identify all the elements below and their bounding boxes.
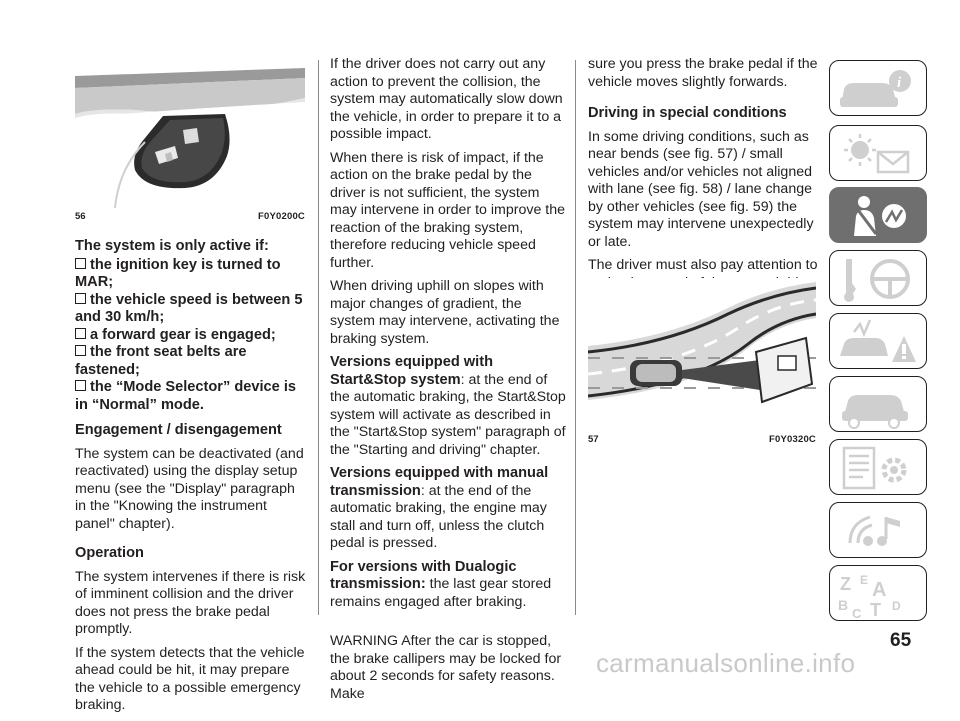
watermark: carmanualsonline.info [596, 648, 856, 678]
warning-text: WARNING After the car is stopped, the brake callipers may be locked for about 2 seconds for safety reasons. Make [330, 633, 562, 702]
figure-code: F0Y0320C [768, 434, 816, 445]
figure-56 [75, 58, 305, 222]
paragraph: The driver must also pay attention to [588, 257, 818, 273]
operation-text: The system intervenes if there is risk of imminent collision and the driver does not press the brake pedal promptly. [75, 568, 306, 637]
checkbox-icon [75, 328, 86, 339]
column-divider [318, 60, 319, 615]
curve-road-illustration [588, 278, 816, 430]
svg-text:A: A [872, 579, 887, 601]
engagement-heading: Engagement / disengagement [75, 422, 282, 438]
checkbox-icon [75, 345, 86, 356]
emergency-icon[interactable] [829, 313, 927, 369]
paragraph: If the driver does not carry out any action to prevent the collision, the system may automatically slow down the vehicle, in order to prepare it to a possible impact. [330, 56, 563, 142]
column-2 [330, 56, 566, 709]
dualogic-note: For versions with Dualogic transmission: the last gear stored remains engaged after braking. [330, 558, 552, 610]
dualogic-heading: For versions with Dualogic transmission: [330, 558, 517, 592]
paragraph: When driving uphill on slopes with major changes of gradient, the system may intervene, activating the braking system. [330, 278, 560, 347]
svg-text:B: B [838, 597, 849, 613]
column-divider [575, 60, 576, 615]
svg-text:T: T [870, 600, 881, 620]
svg-text:Z: Z [840, 574, 851, 594]
paragraph: sure you press the brake pedal if the vehicle moves slightly forwards. [588, 56, 818, 90]
figure-57 [588, 278, 816, 445]
condition-item: the ignition key is turned to MAR; [75, 256, 281, 290]
car-info-icon[interactable] [829, 60, 927, 116]
condition-item: the front seat belts are fastened; [75, 344, 247, 378]
condition-item: the vehicle speed is between 5 and 30 km/h; [75, 291, 303, 325]
svg-text:D: D [892, 599, 901, 613]
special-conditions-text: In some driving conditions, such as near bends (see fig. 57) / small vehicles and/or vehicles not aligned with lane (see fig. 58) / lane change by other vehicles (see fig. 59) the system may intervene unexpectedly or late. [588, 128, 814, 250]
manual-note: Versions equipped with manual transmission: at the end of the automatic braking, the engine may stall and turn off, unless the clutch pedal is pressed. [330, 465, 549, 551]
conditions-heading: The system is only active if: [75, 238, 269, 254]
page-number: 65 [890, 630, 912, 651]
svg-text:i: i [897, 75, 902, 91]
checkbox-icon [75, 293, 86, 304]
checkbox-icon [75, 380, 86, 391]
key-steering-icon[interactable] [829, 250, 927, 306]
startstop-heading: Versions equipped with Start&Stop system [330, 354, 493, 388]
figure-number: 57 [588, 434, 599, 445]
special-conditions-heading: Driving in special conditions [588, 105, 787, 121]
condition-item: a forward gear is engaged; [75, 327, 307, 345]
svg-text:E: E [860, 573, 869, 587]
warning-lights-icon[interactable] [829, 125, 927, 181]
technical-data-icon[interactable] [829, 439, 927, 495]
figure-code: F0Y0200C [257, 211, 305, 222]
condition-item: the “Mode Selector” device is in “Normal” mode. [75, 379, 297, 413]
svg-text:C: C [852, 606, 862, 621]
checkbox-icon [75, 258, 86, 269]
manual-heading: Versions equipped with manual transmission [330, 465, 549, 499]
operation-heading: Operation [75, 545, 144, 561]
windscreen-camera-illustration [75, 58, 305, 208]
figure-number: 56 [75, 211, 86, 222]
column-3 [588, 56, 818, 316]
column-1 [75, 238, 307, 721]
seatbelt-airbag-icon[interactable] [829, 187, 927, 243]
startstop-note: Versions equipped with Start&Stop system: at the end of the automatic braking, the Start&Stop system will activate as described in the "Start&Stop system" paragraph of the "Starting and driving" chapter. [330, 354, 566, 458]
index-icon[interactable] [829, 565, 927, 621]
multimedia-icon[interactable] [829, 502, 927, 558]
car-maintenance-icon[interactable] [829, 376, 927, 432]
paragraph: When there is risk of impact, if the action on the brake pedal by the driver is not sufficient, the system may intervene in order to improve the reaction of the braking system, therefore reducing vehicle speed further. [330, 149, 565, 271]
engagement-text: The system can be deactivated (and reactivated) using the display setup menu (see the "Display" paragraph in the "Knowing the instrument panel" chapter). [75, 445, 304, 532]
operation-text: If the system detects that the vehicle ahead could be hit, it may prepare the vehicle to a possible emergency braking. [75, 644, 305, 713]
